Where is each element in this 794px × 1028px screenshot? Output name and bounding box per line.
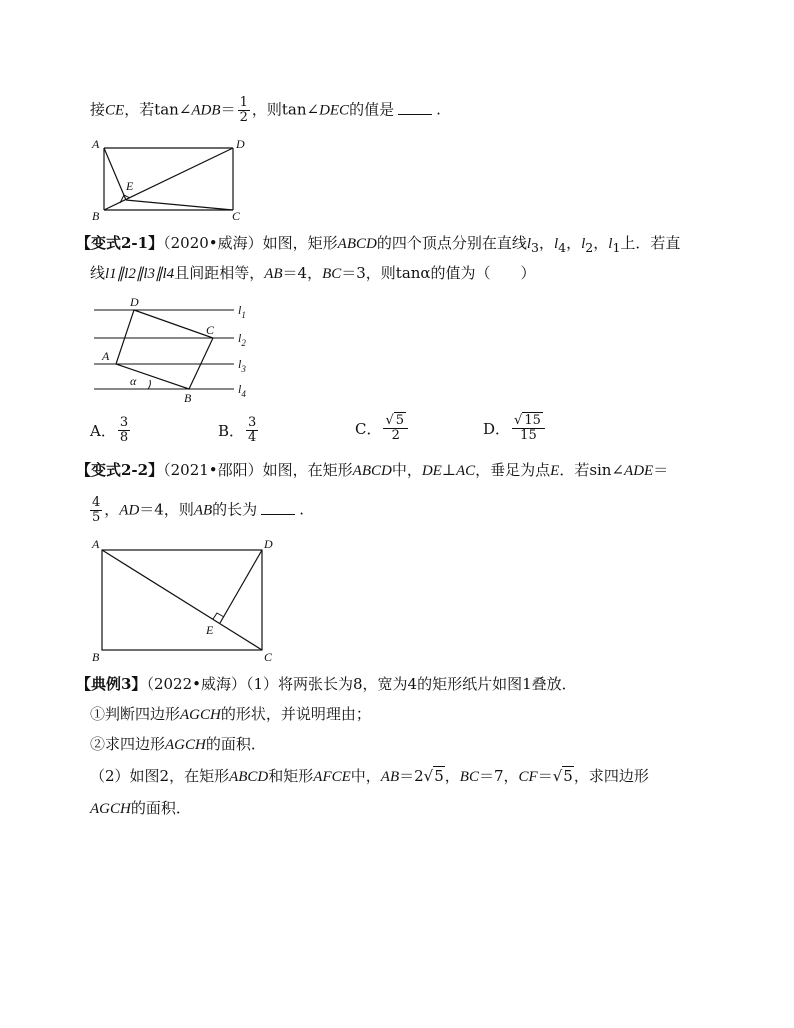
variant-2-2-line2: $\frac{4}{5}$ ，AD＝4，则AB的长为 . — [92, 495, 304, 525]
label-l4: $l_4$ — [238, 382, 246, 399]
fraction-four-fifths: $\frac{4}{5}$ — [92, 495, 101, 525]
example-3-part2: （2）如图2，在矩形ABCD和矩形AFCE中，AB＝2√5，BC＝7，CF＝√5，求四边形 — [90, 767, 649, 785]
q1-text: 接CE，若tan∠ADB＝ $\frac{1}{2}$ ，则tan∠DEC的值是 . — [90, 95, 441, 125]
label-d: D — [264, 537, 273, 551]
figure-3-rectangle — [86, 534, 286, 664]
choice-c[interactable]: C． $\frac{√ 5}{2}$ — [355, 414, 410, 443]
variant-2-1-line2: 线l1∥l2∥l3∥l4且间距相等，AB＝4，BC＝3，则tanα的值为（ ） — [90, 264, 536, 282]
label-c: C — [206, 323, 215, 337]
label-a: A — [92, 137, 100, 151]
variant-2-2-line1: 【变式2-2】（2021•邵阳）如图，在矩形ABCD中，DE⊥AC，垂足为点E．若sin∠ADE＝ — [76, 461, 669, 479]
label-b: B — [184, 391, 192, 405]
figure-1-rectangle — [86, 136, 256, 226]
example-3-line1: 【典例3】（2022•威海）（1）将两张长为8，宽为4的矩形纸片如图1叠放． — [76, 675, 577, 693]
label-d: D — [236, 137, 245, 151]
example-3-part2-end: AGCH的面积． — [90, 799, 191, 817]
label-e: E — [206, 623, 214, 637]
choice-d[interactable]: D． $\frac{√ 15}{15}$ — [483, 414, 547, 443]
label-c: C — [232, 209, 241, 223]
answer-blank — [261, 502, 295, 515]
example-3-item2: ②求四边形AGCH的面积． — [90, 735, 266, 753]
label-alpha: α — [130, 374, 137, 388]
answer-blank — [398, 102, 432, 115]
label-a: A — [102, 349, 110, 363]
choice-a[interactable]: A． $\frac{3}{8}$ — [90, 415, 129, 445]
label-b: B — [92, 650, 100, 664]
choice-b[interactable]: B． $\frac{3}{4}$ — [218, 415, 257, 445]
label-b: B — [92, 209, 100, 223]
label-c: C — [264, 650, 273, 664]
figure-2-parallel-lines — [86, 294, 266, 406]
label-d: D — [130, 295, 139, 309]
example-3-item1: ①判断四边形AGCH的形状，并说明理由； — [90, 705, 371, 723]
variant-2-1-line1: 【变式2-1】（2020•威海）如图，矩形ABCD的四个顶点分别在直线$l_3$，$l_4$，$l_2$，$l_1$上．若直 — [76, 234, 681, 255]
label-e: E — [126, 179, 134, 193]
label-a: A — [92, 537, 100, 551]
label-l2: $l_2$ — [238, 331, 246, 348]
label-l1: $l_1$ — [238, 303, 246, 320]
label-l3: $l_3$ — [238, 357, 246, 374]
fraction-half: $\frac{1}{2}$ — [239, 95, 248, 125]
